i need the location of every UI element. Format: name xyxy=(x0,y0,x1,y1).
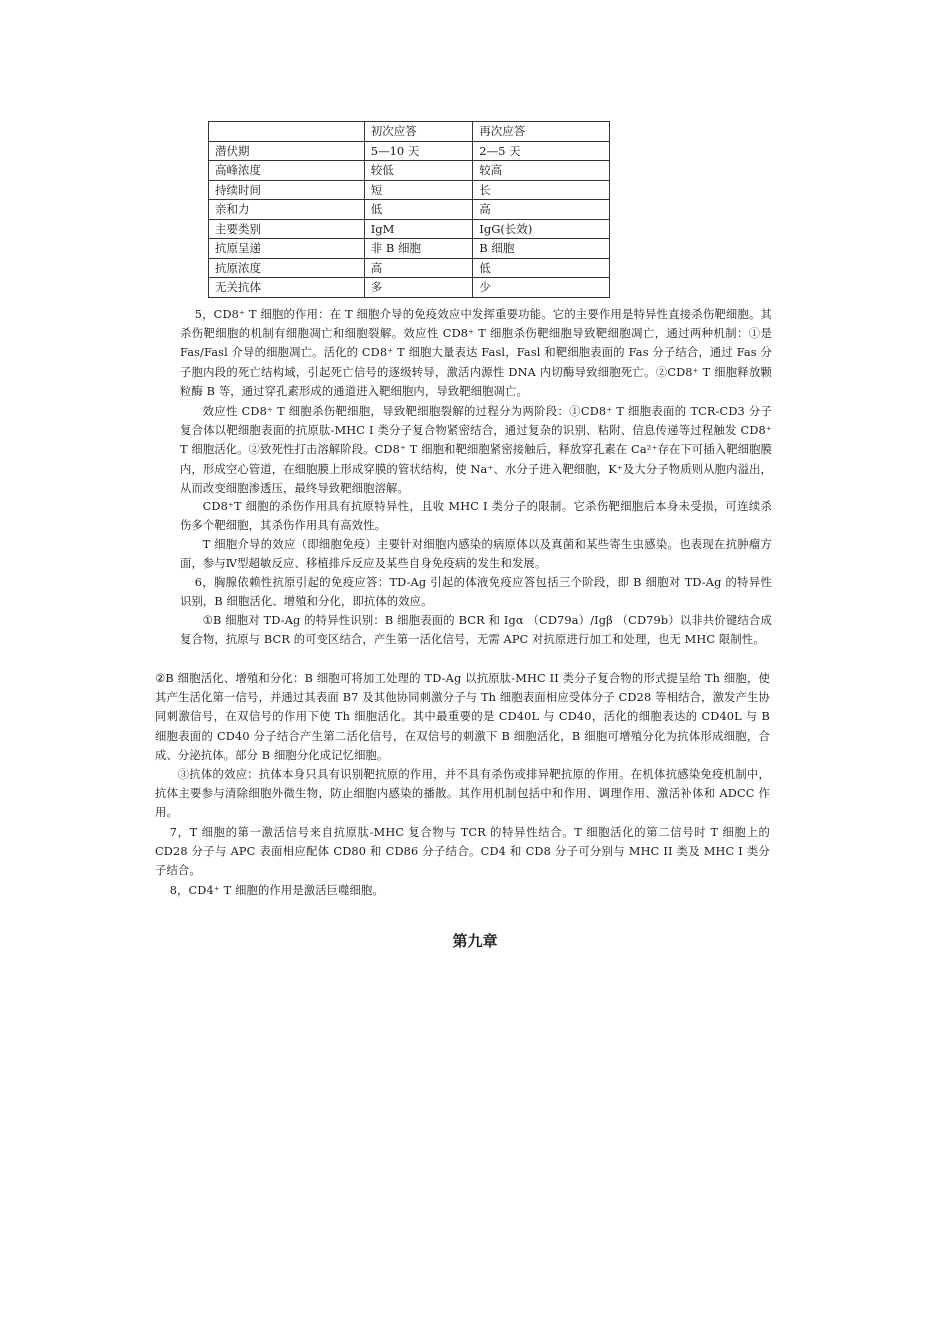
chapter-title: 第九章 xyxy=(452,932,498,950)
table-cell: 少 xyxy=(473,278,610,298)
paragraph-cd8-specificity: CD8⁺T 细胞的杀伤作用具有抗原特异性，且收 MHC I 类分子的限制。它杀伤靶细胞后本身未受损，可连续杀伤多个靶细胞，其杀伤作用具有高效性。 xyxy=(180,500,772,533)
table-cell: 低 xyxy=(364,200,473,220)
table-cell: 潜伏期 xyxy=(209,141,365,161)
table-cell: 多 xyxy=(364,278,473,298)
paragraph-antibody-effect: ③抗体的效应：抗体本身只具有识别靶抗原的作用，并不具有杀伤或排异靶抗原的作用。在机体抗感染免疫机制中，抗体主要参与清除细胞外微生物，防止细胞内感染的播散。其作用机制包括中和作用、调理作用、激活补体和 ADCC 作用。 xyxy=(155,768,770,820)
table-row xyxy=(209,258,610,278)
table-row xyxy=(209,180,610,200)
table-cell: 亲和力 xyxy=(209,200,365,220)
paragraph-t-cell-signals: 7，T 细胞的第一激活信号来自抗原肽-MHC 复合物与 TCR 的特异性结合。T 细胞活化的第二信号时 T 细胞上的 CD28 分子与 APC 表面相应配体 CD80 和 CD86 分子结合。CD4 和 CD8 分子可分别与 MHC II 类及 MHC I 类分子结合。 xyxy=(155,826,770,878)
table-cell: 短 xyxy=(364,180,473,200)
table-cell: 长 xyxy=(473,180,610,200)
table-row xyxy=(209,219,610,239)
table-cell: 高峰浓度 xyxy=(209,161,365,181)
table-row xyxy=(209,239,610,259)
table-cell: 持续时间 xyxy=(209,180,365,200)
table-header-cell: 再次应答 xyxy=(473,122,610,142)
table-cell: 非 B 细胞 xyxy=(364,239,473,259)
table-cell: IgM xyxy=(364,219,473,239)
immune-response-comparison-table xyxy=(208,121,610,298)
paragraph-cd4-function: 8，CD4⁺ T 细胞的作用是激活巨噬细胞。 xyxy=(169,884,384,897)
table-row xyxy=(209,278,610,298)
table-cell: IgG(长效) xyxy=(473,219,610,239)
paragraph-cd8-lysis: 效应性 CD8⁺ T 细胞杀伤靶细胞，导致靶细胞裂解的过程分为两阶段：①CD8⁺ T 细胞表面的 TCR-CD3 分子复合体以靶细胞表面的抗原肽-MHC I 类分子复合物紧密结合，通过复杂的识别、粘附、信息传递等过程触发 CD8⁺ T 细胞活化。②致死性打击溶解阶段。CD8⁺ T 细胞和靶细胞紧密接触后，释放穿孔素在 Ca²⁺存在下可插入靶细胞膜内，形成空心管道，在细胞膜上形成穿膜的管状结构，使 Na⁺、水分子进入靶细胞，K⁺及大分子物质则从胞内溢出，从而改变细胞渗透压，最终导致靶细胞溶解。 xyxy=(180,405,772,495)
table-row xyxy=(209,141,610,161)
table-cell: 抗原呈递 xyxy=(209,239,365,259)
table-cell: 较高 xyxy=(473,161,610,181)
table-cell: 2—5 天 xyxy=(473,141,610,161)
paragraph-cellular-immunity: T 细胞介导的效应（即细胞免疫）主要针对细胞内感染的病原体以及真菌和某些寄生虫感染。也表现在抗肿瘤方面，参与Ⅳ型超敏反应、移植排斥反应及某些自身免疫病的发生和发展。 xyxy=(180,538,772,571)
table-cell: 5—10 天 xyxy=(364,141,473,161)
table-header-cell xyxy=(209,122,365,142)
table-cell: 主要类别 xyxy=(209,219,365,239)
paragraph-b-cell-recognition: ①B 细胞对 TD-Ag 的特异性识别：B 细胞表面的 BCR 和 Igα （CD79a）/Igβ （CD79b）以非共价键结合成复合物，抗原与 BCR 的可变区结合，产生第一活化信号，无需 APC 对抗原进行加工和处理，也无 MHC 限制性。 xyxy=(180,614,772,647)
table-cell: 无关抗体 xyxy=(209,278,365,298)
table-row xyxy=(209,200,610,220)
table-header-row xyxy=(209,122,610,142)
paragraph-cd8-function: 5，CD8⁺ T 细胞的作用：在 T 细胞介导的免疫效应中发挥重要功能。它的主要作用是特异性直接杀伤靶细胞。其杀伤靶细胞的机制有细胞凋亡和细胞裂解。效应性 CD8⁺ T 细胞杀伤靶细胞导致靶细胞凋亡，通过两种机制：①是 Fas/Fasl 介导的细胞凋亡。活化的 CD8⁺ T 细胞大量表达 Fasl，Fasl 和靶细胞表面的 Fas 分子结合，通过 Fas 分子胞内段的死亡结构域，引起死亡信号的逐级转导，激活内源性 DNA 内切酶导致细胞死亡。②CD8⁺ T 细胞释放颗粒酶 B 等，通过穿孔素形成的通道进入靶细胞内，导致靶细胞凋亡。 xyxy=(180,308,772,398)
paragraph-b-cell-activation: ②B 细胞活化、增殖和分化：B 细胞可将加工处理的 TD-Ag 以抗原肽-MHC II 类分子复合物的形式提呈给 Th 细胞，使其产生活化第一信号，并通过其表面 B7 及其他协同刺激分子与 Th 细胞表面相应受体分子 CD28 等相结合，激发产生协同刺激信号，在双信号的作用下使 Th 细胞活化。其中最重要的是 CD40L 与 CD40，活化的细胞表达的 CD40L 与 B 细胞表面的 CD40 分子结合产生第二活化信号，在双信号的刺激下 B 细胞活化，B 细胞可增殖分化为抗体形成细胞，合成、分泌抗体。部分 B 细胞分化成记忆细胞。 xyxy=(155,672,770,762)
table-header-cell: 初次应答 xyxy=(364,122,473,142)
table-cell: 较低 xyxy=(364,161,473,181)
table-cell: 高 xyxy=(364,258,473,278)
table-cell: B 细胞 xyxy=(473,239,610,259)
table-cell: 高 xyxy=(473,200,610,220)
table-cell: 抗原浓度 xyxy=(209,258,365,278)
table-cell: 低 xyxy=(473,258,610,278)
table-row xyxy=(209,161,610,181)
paragraph-td-antigen-response: 6，胸腺依赖性抗原引起的免疫应答：TD-Ag 引起的体液免疫应答包括三个阶段，即 B 细胞对 TD-Ag 的特异性识别，B 细胞活化、增殖和分化，即抗体的效应。 xyxy=(180,576,772,609)
